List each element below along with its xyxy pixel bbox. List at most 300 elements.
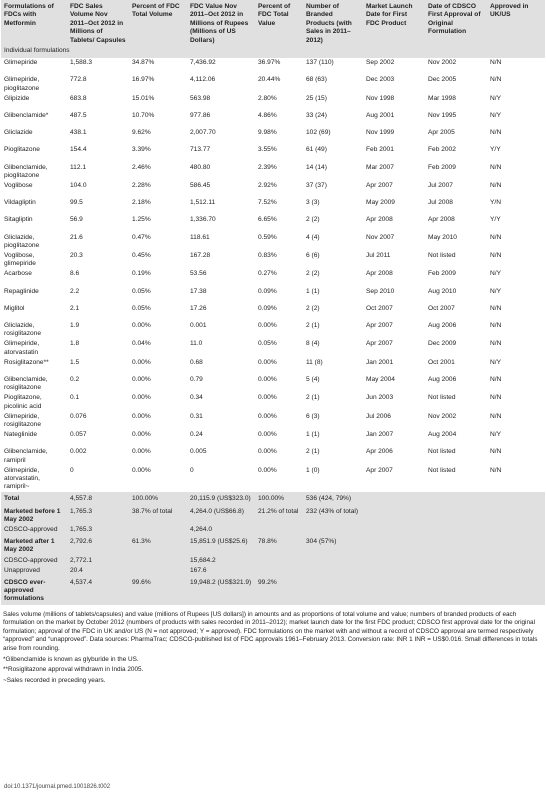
summary-row (1, 525, 545, 535)
table-cell: 53.56 (190, 270, 207, 278)
summary-cell (363, 566, 425, 576)
summary-cell (425, 566, 487, 576)
table-cell: Dec 2005 (428, 76, 457, 84)
table-cell: 438.1 (70, 129, 87, 137)
summary-row (1, 505, 545, 525)
summary-cell: 20,115.9 (US$323.0) (187, 492, 255, 504)
table-cell: 14 (14) (306, 163, 327, 171)
table-row (1, 181, 545, 198)
table-row (1, 304, 545, 321)
table-cell: N/Y (490, 270, 501, 278)
table-cell: Apr 2007 (366, 466, 393, 474)
formulation-name: Glipizide (4, 94, 30, 102)
table-cell: N/Y (490, 94, 501, 102)
table-cell: 6.65% (258, 216, 277, 224)
table-cell: Aug 2001 (366, 112, 395, 120)
summary-label: CDSCO-approved (1, 556, 67, 566)
formulation-name: Rosiglitazone** (4, 358, 49, 366)
table-cell: 7,436.92 (190, 59, 216, 67)
table-row (1, 58, 545, 75)
summary-cell (363, 576, 425, 605)
formulation-name: Repaglinide (4, 287, 39, 295)
summary-cell: 167.6 (187, 566, 255, 576)
table-cell: 1 (1) (306, 431, 320, 439)
summary-cell: 2,792.6 (67, 535, 129, 555)
table-row (1, 393, 545, 411)
table-cell: 0.19% (132, 270, 151, 278)
table-cell: 154.4 (70, 146, 87, 154)
formulation-name: Glibenclamide* (4, 112, 49, 120)
summary-cell: 1,765.3 (67, 525, 129, 535)
formulation-name: Glibenclamide, ramipril (4, 448, 48, 464)
header-row (1, 0, 545, 47)
table-cell: Apr 2006 (366, 448, 393, 456)
table-cell: 36.97% (258, 59, 281, 67)
column-header: Approved in UK/US (487, 0, 545, 47)
summary-cell (425, 576, 487, 605)
summary-label: Marketed before 1 May 2002 (1, 505, 67, 525)
table-cell: 2 (1) (306, 448, 320, 456)
table-cell: N/N (490, 181, 502, 189)
table-cell: 61 (49) (306, 146, 327, 154)
table-cell: Apr 2008 (366, 270, 393, 278)
table-cell: 20.44% (258, 76, 281, 84)
table-row (1, 163, 545, 181)
table-cell: 0.00% (132, 431, 151, 439)
table-cell: 0.00% (258, 466, 277, 474)
summary-row (1, 492, 545, 504)
table-cell: 0.31 (190, 412, 203, 420)
table-cell: 0.057 (70, 431, 87, 439)
column-header: FDC Value Nov 2011–Oct 2012 in Millions of Rupees (Millions of US Dollars) (187, 0, 255, 47)
table-cell: Jul 2007 (428, 181, 453, 189)
summary-cell: 100.00% (129, 492, 187, 504)
table-header (1, 0, 545, 47)
table-cell: 0.79 (190, 375, 203, 383)
footnote: Sales volume (millions of tablets/capsules) and value (millions of Rupees [US dollars]) in amounts and as proportions of total volume and value; numbers of branded products of each formulation on the market by October 2012 (numbers of products with sales recorded in 2011–2012); market launch date for the first FDC product; CDSCO first approval date for the original formulation; approval of the FDC in UK and/or US (N = not approved; Y = approved). FDC formulations on the market with and without a record of CDSCO approval are termed respectively “approved” and “unapproved”. Data sources: PharmaTrac; CDSCO-published list of FDC approvals 1961–February 2013. Conversion rate: INR 1 INR = US$0.016. Small differences in totals arise from rounding. (3, 610, 538, 652)
summary-cell (425, 556, 487, 566)
table-cell: 1,512.11 (190, 199, 216, 207)
formulation-name: Miglitol (4, 304, 25, 312)
table-cell: 118.61 (190, 233, 210, 241)
table-cell: Apr 2007 (366, 181, 393, 189)
table-cell: 0.00% (132, 394, 151, 402)
fdc-table (1, 0, 545, 605)
summary-cell (363, 505, 425, 525)
table-cell: Nov 1999 (366, 129, 395, 137)
table-row (1, 251, 545, 269)
table-cell: 0.00% (258, 412, 277, 420)
table-cell: Not listed (428, 448, 456, 456)
table-cell: 16.97% (132, 76, 155, 84)
table-cell: N/N (490, 251, 502, 259)
summary-cell: 2,772.1 (67, 556, 129, 566)
table-cell: 20.3 (70, 251, 83, 259)
table-cell: 3.55% (258, 146, 277, 154)
table-cell: 0.83% (258, 251, 277, 259)
summary-label: CDSCO-approved (1, 525, 67, 535)
formulation-name: Glimepiride (4, 59, 38, 67)
footnote: **Rosiglitazone approval withdrawn in India 2005. (3, 666, 144, 674)
table-cell: Nov 2002 (428, 59, 457, 67)
table-row (1, 412, 545, 430)
table-cell: Not listed (428, 394, 456, 402)
table-cell: 0.00% (258, 358, 277, 366)
table-cell: Aug 2010 (428, 287, 457, 295)
table-cell: 0.002 (70, 448, 87, 456)
footnote: *Glibenclamide is known as glyburide in the US. (3, 655, 139, 663)
summary-cell (363, 492, 425, 504)
table-cell: N/N (490, 375, 502, 383)
table-cell: 1.25% (132, 216, 151, 224)
summary-cell: 61.3% (129, 535, 187, 555)
summary-cell (487, 556, 545, 566)
table-cell: Oct 2007 (366, 304, 393, 312)
table-cell: Aug 2004 (428, 431, 457, 439)
table-cell: Y/Y (490, 146, 501, 154)
table-cell: 683.8 (70, 94, 87, 102)
table-cell: 10.70% (132, 112, 155, 120)
table-cell: May 2010 (428, 233, 457, 241)
table-cell: 586.45 (190, 181, 211, 189)
footnote: ~Sales recorded in preceding years. (3, 676, 106, 684)
summary-cell (129, 556, 187, 566)
table-cell: N/N (490, 412, 502, 420)
table-cell: Feb 2009 (428, 270, 456, 278)
summary-cell (129, 525, 187, 535)
table-cell: 1 (0) (306, 466, 320, 474)
table-cell: 9.98% (258, 129, 277, 137)
table-cell: 0.00% (132, 466, 151, 474)
table-cell: 0.00% (132, 375, 151, 383)
table-cell: 0 (70, 466, 74, 474)
column-header: Date of CDSCO First Approval of Original Formulation (425, 0, 487, 47)
formulation-name: Glimepiride, atorvastatin, ramipril~ (4, 466, 40, 491)
summary-label: Total (1, 492, 67, 504)
table-cell: 0.00% (258, 394, 277, 402)
table-cell: 0.27% (258, 270, 277, 278)
table-cell: 2 (2) (306, 216, 320, 224)
table-cell: 0.00% (132, 321, 151, 329)
table-cell: 0.00% (132, 448, 151, 456)
table-cell: 112.1 (70, 163, 87, 171)
summary-cell (487, 576, 545, 605)
table-cell: N/N (490, 466, 502, 474)
summary-row (1, 576, 545, 605)
table-row (1, 215, 545, 232)
table-cell: 0.00% (258, 448, 277, 456)
table-cell: 0.00% (258, 431, 277, 439)
table-cell: 4,112.06 (190, 76, 216, 84)
summary-cell: 536 (424, 79%) (303, 492, 363, 504)
summary-cell (255, 525, 303, 535)
formulation-name: Nateglinide (4, 431, 37, 439)
table-cell: Apr 2008 (366, 216, 393, 224)
table-cell: 2.46% (132, 163, 151, 171)
formulation-name: Glibenclamide, rosiglitazone (4, 375, 48, 392)
summary-cell: 100.00% (255, 492, 303, 504)
summary-cell: 78.8% (255, 535, 303, 555)
table-cell: 137 (110) (306, 59, 334, 67)
table-cell: 11.0 (190, 340, 203, 348)
table-cell: 0.00% (258, 375, 277, 383)
table-cell: 487.5 (70, 112, 87, 120)
table-cell: Not listed (428, 251, 456, 259)
table-cell: 102 (69) (306, 129, 331, 137)
summary-cell: 4,264.0 (187, 525, 255, 535)
formulation-name: Pioglitazone, picolinic acid (4, 394, 42, 410)
formulation-name: Glimepiride, pioglitazone (4, 76, 40, 92)
table-cell: 33 (24) (306, 112, 327, 120)
table-cell: 2.92% (258, 181, 277, 189)
table-notes (0, 605, 546, 686)
table-cell: 2 (1) (306, 394, 320, 402)
table-cell: Dec 2003 (366, 76, 395, 84)
table-cell: 0.47% (132, 233, 151, 241)
table-cell: 0.05% (132, 304, 151, 312)
table-cell: 167.28 (190, 251, 211, 259)
table-cell: 2.39% (258, 163, 277, 171)
table-cell: 0.00% (258, 321, 277, 329)
table-cell: 480.80 (190, 163, 211, 171)
summary-cell (425, 535, 487, 555)
table-cell: Aug 2006 (428, 375, 457, 383)
table-cell: 2 (2) (306, 304, 320, 312)
table-cell: 68 (63) (306, 76, 327, 84)
table-cell: Mar 2007 (366, 163, 394, 171)
table-body (1, 47, 545, 605)
table-cell: Feb 2001 (366, 146, 394, 154)
table-cell: 0.05% (132, 287, 151, 295)
table-cell: Feb 2009 (428, 163, 456, 171)
formulation-name: Acarbose (4, 270, 32, 278)
table-cell: 0.09% (258, 304, 277, 312)
table-row (1, 145, 545, 162)
table-cell: 99.5 (70, 199, 83, 207)
table-cell: Jul 2006 (366, 412, 391, 420)
summary-cell (487, 535, 545, 555)
table-cell: 0 (190, 466, 194, 474)
table-cell: Jan 2001 (366, 358, 394, 366)
table-cell: N/N (490, 233, 502, 241)
table-row (1, 269, 545, 286)
table-cell: 104.0 (70, 181, 87, 189)
table-cell: 772.8 (70, 76, 87, 84)
formulation-name: Gliclazide, pioglitazone (4, 233, 40, 249)
table-cell: 0.34 (190, 394, 203, 402)
table-cell: N/N (490, 340, 502, 348)
formulation-name: Glimepiride, atorvastatin (4, 340, 40, 356)
summary-label: Marketed after 1 May 2002 (1, 535, 67, 555)
table-cell: 0.68 (190, 358, 203, 366)
table-cell: 1.5 (70, 358, 80, 366)
table-cell: Aug 2006 (428, 321, 457, 329)
table-cell: 0.076 (70, 412, 87, 420)
table-cell: 1.9 (70, 321, 80, 329)
formulation-name: Voglibose, glimepiride (4, 251, 36, 268)
table-cell: Oct 2007 (428, 304, 455, 312)
summary-cell: 99.6% (129, 576, 187, 605)
table-cell: 5 (4) (306, 375, 320, 383)
column-header: Percent of FDC Total Volume (129, 0, 187, 47)
table-row (1, 198, 545, 215)
table-cell: 37 (37) (306, 181, 327, 189)
summary-cell (487, 566, 545, 576)
table-cell: Sep 2002 (366, 59, 395, 67)
formulation-name: Vildagliptin (4, 199, 36, 207)
table-row (1, 94, 545, 111)
table-cell: 17.26 (190, 304, 207, 312)
summary-label: Unapproved (1, 566, 67, 576)
summary-cell: 21.2% of total (255, 505, 303, 525)
table-cell: N/N (490, 76, 502, 84)
section-label: Individual formulations (1, 47, 545, 58)
summary-cell: 20.4 (67, 566, 129, 576)
formulation-name: Gliclazide (4, 129, 33, 137)
table-cell: 1,588.3 (70, 59, 92, 67)
table-cell: 2.18% (132, 199, 151, 207)
table-cell: May 2009 (366, 199, 395, 207)
table-row (1, 75, 545, 93)
table-cell: 6 (6) (306, 251, 320, 259)
table-cell: 2.1 (70, 304, 80, 312)
table-cell: 0.00% (132, 358, 151, 366)
table-cell: 0.2 (70, 375, 80, 383)
table-cell: Nov 1995 (428, 112, 457, 120)
table-cell: Dec 2009 (428, 340, 457, 348)
summary-cell (425, 492, 487, 504)
table-cell: N/Y (490, 431, 501, 439)
summary-cell (487, 505, 545, 525)
summary-label: CDSCO ever-approved formulations (1, 576, 67, 605)
table-cell: 2 (2) (306, 270, 320, 278)
formulation-name: Glimepiride, rosiglitazone (4, 412, 42, 428)
summary-cell (363, 525, 425, 535)
table-cell: Nov 2002 (428, 412, 457, 420)
table-cell: N/Y (490, 287, 501, 295)
table-cell: N/N (490, 448, 502, 456)
table-cell: 2.2 (70, 287, 80, 295)
summary-cell (255, 556, 303, 566)
summary-cell (425, 525, 487, 535)
table-cell: 0.1 (70, 394, 80, 402)
table-row (1, 287, 545, 304)
table-cell: Not listed (428, 466, 456, 474)
table-cell: N/N (490, 163, 502, 171)
table-row (1, 339, 545, 357)
summary-cell: 4,557.8 (67, 492, 129, 504)
table-row (1, 128, 545, 145)
table-row (1, 111, 545, 128)
formulation-name: Gliclazide, rosiglitazone (4, 321, 42, 338)
summary-cell: 38.7% of total (129, 505, 187, 525)
table-cell: 7.52% (258, 199, 277, 207)
table-cell: 0.04% (132, 340, 151, 348)
summary-cell: 1,765.3 (67, 505, 129, 525)
table-cell: 0.09% (258, 287, 277, 295)
table-cell: 0.001 (190, 321, 207, 329)
table-cell: Jul 2008 (428, 199, 453, 207)
table-cell: 2,007.70 (190, 129, 216, 137)
summary-cell: 232 (43% of total) (303, 505, 363, 525)
table-cell: 0.005 (190, 448, 207, 456)
table-cell: 34.87% (132, 59, 155, 67)
table-cell: Apr 2008 (428, 216, 455, 224)
summary-row (1, 535, 545, 555)
table-cell: N/N (490, 394, 502, 402)
table-cell: 8.6 (70, 270, 80, 278)
table-row (1, 375, 545, 393)
table-cell: 8 (4) (306, 340, 320, 348)
summary-cell (303, 576, 363, 605)
section-row (1, 47, 545, 58)
summary-cell: 304 (57%) (303, 535, 363, 555)
summary-cell (425, 505, 487, 525)
table-cell: 0.00% (132, 412, 151, 420)
table-cell: Oct 2001 (428, 358, 455, 366)
table-cell: 3 (3) (306, 199, 320, 207)
table-cell: 0.05% (258, 340, 277, 348)
table-row (1, 321, 545, 339)
table-cell: Apr 2007 (366, 340, 393, 348)
summary-cell (303, 556, 363, 566)
table-cell: 4 (4) (306, 233, 320, 241)
table-cell: 977.86 (190, 112, 211, 120)
column-header: FDC Sales Volume Nov 2011–Oct 2012 in Millions of Tablets/ Capsules (67, 0, 129, 47)
table-cell: Jul 2011 (366, 251, 391, 259)
summary-cell: 4,264.0 (US$66.8) (187, 505, 255, 525)
table-cell: Jun 2003 (366, 394, 394, 402)
summary-cell: 15,684.2 (187, 556, 255, 566)
table-cell: 21.6 (70, 233, 83, 241)
table-cell: N/N (490, 321, 502, 329)
formulation-name: Glibenclamide, pioglitazone (4, 163, 48, 179)
table-cell: N/N (490, 129, 502, 137)
summary-cell (303, 566, 363, 576)
table-cell: Nov 2007 (366, 233, 395, 241)
table-row (1, 430, 545, 447)
summary-cell: 19,948.2 (US$321.9) (187, 576, 255, 605)
table-cell: 1 (1) (306, 287, 320, 295)
table-cell: Mar 1998 (428, 94, 456, 102)
column-header: Percent of FDC Total Value (255, 0, 303, 47)
table-cell: Nov 1998 (366, 94, 395, 102)
table-row (1, 358, 545, 375)
table-row (1, 447, 545, 465)
table-cell: 2 (1) (306, 321, 320, 329)
summary-cell: 15,851.9 (US$25.6) (187, 535, 255, 555)
summary-cell (487, 525, 545, 535)
table-cell: 713.77 (190, 146, 211, 154)
column-header: Formulations of FDCs with Metformin (1, 0, 67, 47)
summary-cell: 4,537.4 (67, 576, 129, 605)
formulation-name: Voglibose (4, 181, 33, 189)
formulation-name: Sitagliptin (4, 216, 33, 224)
table-cell: 0.59% (258, 233, 277, 241)
table-cell: 11 (8) (306, 358, 323, 366)
table-cell: N/Y (490, 112, 501, 120)
table-cell: 563.98 (190, 94, 211, 102)
table-cell: 15.01% (132, 94, 155, 102)
table-cell: N/Y (490, 358, 501, 366)
table-cell: Y/N (490, 199, 501, 207)
table-cell: 1.8 (70, 340, 80, 348)
table-cell: 3.39% (132, 146, 151, 154)
column-header: Market Launch Date for First FDC Product (363, 0, 425, 47)
column-header: Number of Branded Products (with Sales in 2011–2012) (303, 0, 363, 47)
table-cell: 17.38 (190, 287, 207, 295)
table-cell: Apr 2007 (366, 321, 393, 329)
